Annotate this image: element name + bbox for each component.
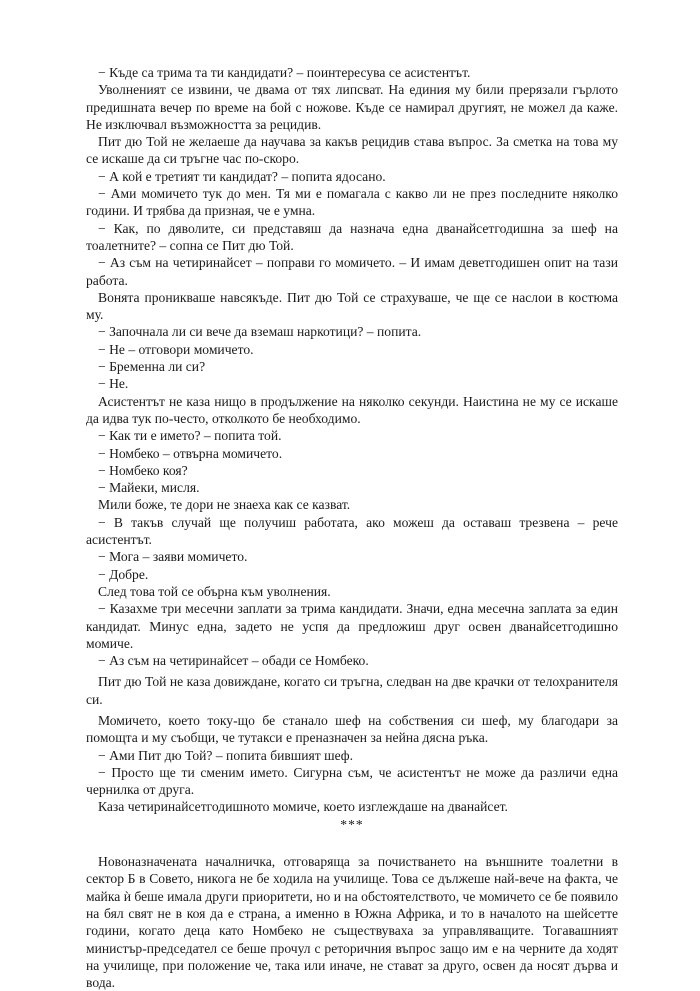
closing-paragraph: Новоназначената началничка, отговаряща за почистването на външните тоалетни в сектор Б в Совето, никога не бе ходила на училище. Това се дължеше най-вече на факта, че майка ѝ беше имала други приоритети, но и на обстоятелството, че момичето се бе появило на бял свят не в коя да е страна, а именно в Южна Африка, и то в началото на шейсетте години, когато деца като Номбеко не съществуваха за управляващите. Тогавашният министър-председател се беше прочул с реторичния въпрос защо им е на черните да ходят на училище, при положение че, така или иначе, не стават за друго, освен да носят дърва и вода.: [86, 854, 618, 991]
paragraph: − Мога – заяви момичето.: [98, 549, 248, 565]
paragraph: − Ами Пит дю Той? – попита бившият шеф.: [98, 747, 354, 763]
paragraph: − Номбеко коя?: [98, 462, 188, 478]
paragraph: − Не – отговори момичето.: [98, 341, 254, 357]
paragraph: − Ами момичето тук до мен. Тя ми е помагала с какво ли не през последните няколко години. И трябва да призная, че е умна.: [86, 186, 618, 219]
paragraph: − Аз съм на четиринайсет – поправи го момичето. – И имам деветгодишен опит на тази работа.: [86, 255, 618, 288]
paragraph: Каза четиринайсетгодишното момиче, което изглеждаше на дванайсет.: [98, 799, 508, 815]
paragraph: Вонята проникваше навсякъде. Пит дю Той се страхуваше, че ще се наслои в костюма му.: [86, 289, 618, 323]
paragraph: − Казахме три месечни заплати за трима кандидати. Значи, една месечна заплата за един кандидат. Минус една, задето не успя да предложиш друг освен дванайсетгодишно момиче.: [86, 601, 618, 651]
section-break: ***: [340, 816, 364, 832]
paragraph: − Бременна ли си?: [98, 359, 206, 375]
paragraph: − Не.: [98, 376, 129, 392]
paragraph: Пит дю Той не желаеше да научава за какъв рецидив става въпрос. За сметка на това му се искаше да си тръгне час по-скоро.: [86, 134, 618, 167]
paragraph: След това той се обърна към уволнения.: [98, 583, 331, 599]
paragraph: Момичето, което току-що бе станало шеф на собствения си шеф, му благодари за помощта и му съобщи, че тутакси е преназначен за нейна дясна ръка.: [86, 712, 618, 746]
paragraph: Мили боже, те дори не знаеха как се казват.: [98, 497, 351, 513]
paragraph: − Добре.: [98, 566, 149, 582]
paragraph: − Къде са трима та ти кандидати? – поинтересува се асистентът.: [98, 65, 471, 80]
paragraph: − Аз съм на четиринайсет – обади се Номбеко.: [98, 653, 369, 669]
paragraph: − В такъв случай ще получиш работата, ако можеш да оставаш трезвена – рече асистентът.: [86, 514, 618, 548]
document-page: [86, 64, 618, 991]
paragraph: Уволненият се извини, че двама от тях липсват. На единия му били прерязали гърлото предишната вечер по време на бой с ножове. Къде се намирал другият, не можел да каже. Не изключвал възможността за рецидив.: [86, 82, 618, 132]
paragraph: − Просто ще ти сменим името. Сигурна съм, че асистентът не може да различи една чернилка от друга.: [86, 764, 618, 798]
paragraph: − А кой е третият ти кандидат? – попита ядосано.: [98, 168, 386, 184]
paragraph: Асистентът не каза нищо в продължение на няколко секунди. Наистина не му се искаше да идва тук по-често, отколкото бе необходимо.: [86, 393, 618, 426]
paragraph: − Как, по дяволите, си представяш да назнача една дванайсетгодишна за шеф на тоалетните? – сопна се Пит дю Той.: [86, 220, 618, 253]
paragraph: − Номбеко – отвърна момичето.: [98, 445, 283, 461]
paragraph: − Майеки, мисля.: [98, 480, 200, 496]
paragraph: − Започнала ли си вече да вземаш наркотици? – попита.: [98, 324, 422, 340]
paragraph: Пит дю Той не каза довиждане, когато си тръгна, следван на две крачки от телохранителя си.: [86, 674, 618, 707]
paragraph: − Как ти е името? – попита той.: [98, 428, 282, 444]
